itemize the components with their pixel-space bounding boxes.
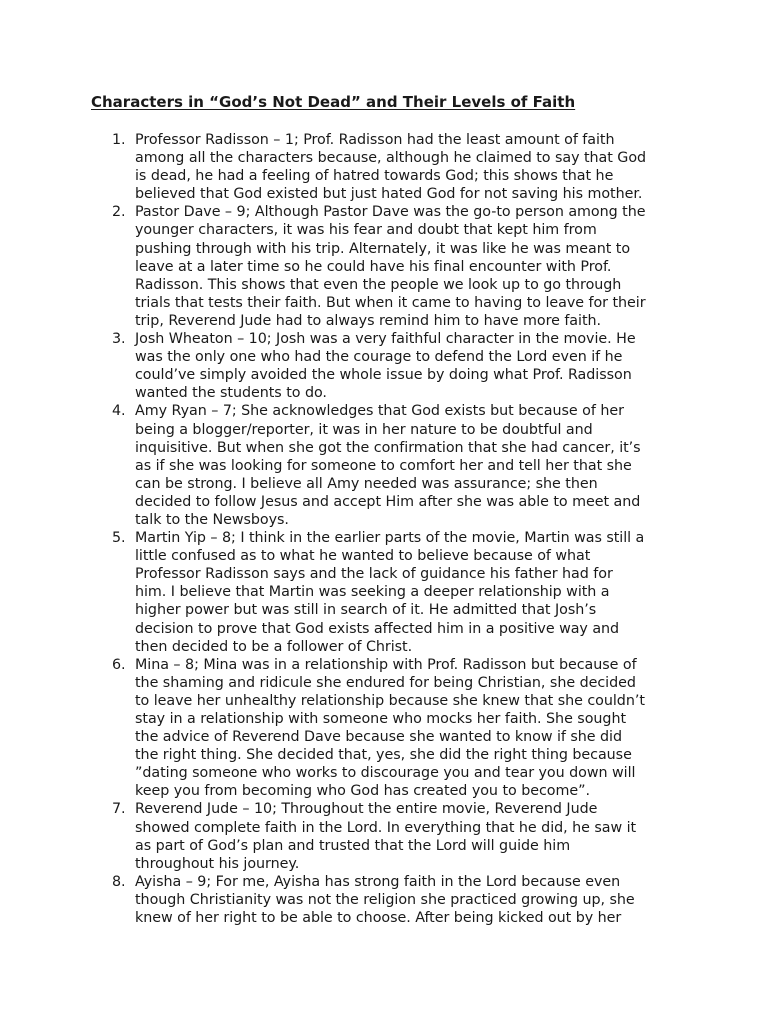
- list-item-text-line: to leave her unhealthy relationship because she knew that she couldn’t: [135, 692, 645, 709]
- list-item-text-line: as if she was looking for someone to comfort her and tell her that she: [135, 457, 632, 474]
- list-item-text-line: Ayisha – 9; For me, Ayisha has strong faith in the Lord because even: [135, 873, 621, 890]
- list-item-text-line: Radisson. This shows that even the people we look up to go through: [135, 276, 622, 293]
- list-item-text-line: talk to the Newsboys.: [135, 511, 289, 528]
- list-item-number: 1.: [112, 132, 126, 148]
- character-faith-list: [91, 131, 676, 927]
- list-item-text-line: pushing through with his trip. Alternately, it was like he was meant to: [135, 240, 631, 257]
- list-item-text-line: believed that God existed but just hated God for not saving his mother.: [135, 186, 643, 203]
- list-item-text-line: was the only one who had the courage to defend the Lord even if he: [135, 349, 623, 366]
- list-item-text-line: keep you from becoming who God has created you to become”.: [135, 783, 590, 800]
- list-item-text-line: Professor Radisson – 1; Prof. Radisson had the least amount of faith: [135, 132, 615, 148]
- list-item-text-line: ”dating someone who works to discourage you and tear you down will: [135, 765, 636, 782]
- list-item-text-line: the shaming and ridicule she endured for being Christian, she decided: [135, 674, 636, 691]
- list-item: [91, 800, 676, 872]
- list-item-text-line: trials that tests their faith. But when it came to having to leave for their: [135, 294, 646, 311]
- list-item-text-line: little confused as to what he wanted to believe because of what: [135, 548, 591, 565]
- list-item-text-line: inquisitive. But when she got the confirmation that she had cancer, it’s: [135, 439, 641, 456]
- list-item-text-line: Mina – 8; Mina was in a relationship with Prof. Radisson but because of: [135, 656, 637, 673]
- list-item-text-line: higher power but was still in search of it. He admitted that Josh’s: [135, 602, 597, 619]
- list-item: [91, 873, 676, 927]
- list-item-text-line: Pastor Dave – 9; Although Pastor Dave was the go-to person among the: [135, 204, 646, 221]
- list-item-text-line: wanted the students to do.: [135, 385, 327, 402]
- list-item-text-line: younger characters, it was his fear and doubt that kept him from: [135, 222, 597, 239]
- list-item-text-line: the right thing. She decided that, yes, she did the right thing because: [135, 747, 632, 764]
- list-item-number: 3.: [112, 331, 126, 348]
- list-item-text-line: Professor Radisson says and the lack of guidance his father had for: [135, 566, 613, 583]
- list-item-text-line: showed complete faith in the Lord. In everything that he did, he saw it: [135, 819, 637, 836]
- list-item: [91, 330, 676, 402]
- list-item-text-line: the advice of Reverend Dave because she wanted to know if she did: [135, 729, 622, 746]
- list-item-number: 4.: [112, 403, 126, 420]
- list-item-text-line: decision to prove that God exists affected him in a positive way and: [135, 620, 620, 637]
- list-item: [91, 529, 676, 656]
- list-item-number: 2.: [112, 204, 126, 221]
- document-title: Characters in “God’s Not Dead” and Their Levels of Faith: [91, 93, 576, 111]
- list-item-text-line: as part of God’s plan and trusted that the Lord will guide him: [135, 837, 571, 854]
- list-item-text-line: could’ve simply avoided the whole issue by doing what Prof. Radisson: [135, 367, 632, 384]
- list-item-text-line: Martin Yip – 8; I think in the earlier parts of the movie, Martin was still a: [135, 530, 645, 547]
- list-item-text-line: knew of her right to be able to choose. After being kicked out by her: [135, 910, 622, 927]
- list-item-text-line: being a blogger/reporter, it was in her nature to be doubtful and: [135, 421, 593, 438]
- list-item-text-line: him. I believe that Martin was seeking a deeper relationship with a: [135, 584, 610, 601]
- list-item-text-line: then decided to be a follower of Christ.: [135, 638, 413, 655]
- list-item: [91, 402, 676, 529]
- list-item: [91, 656, 676, 801]
- list-item-text-line: stay in a relationship with someone who mocks her faith. She sought: [135, 711, 627, 727]
- list-item-number: 8.: [112, 873, 126, 890]
- list-item-text-line: Josh Wheaton – 10; Josh was a very faithful character in the movie. He: [135, 331, 636, 348]
- list-item-text-line: trip, Reverend Jude had to always remind him to have more faith.: [135, 312, 602, 329]
- list-item: [91, 131, 676, 203]
- list-item-number: 5.: [112, 530, 126, 547]
- list-item-text-line: decided to follow Jesus and accept Him after she was able to meet and: [135, 493, 641, 510]
- list-item-text-line: Reverend Jude – 10; Throughout the entire movie, Reverend Jude: [135, 801, 598, 818]
- list-item-text-line: though Christianity was not the religion she practiced growing up, she: [135, 891, 635, 908]
- list-item-text-line: among all the characters because, although he claimed to say that God: [135, 150, 647, 167]
- list-item-text-line: is dead, he had a feeling of hatred towards God; this shows that he: [135, 168, 614, 185]
- list-item-text-line: Amy Ryan – 7; She acknowledges that God exists but because of her: [135, 403, 624, 420]
- list-item-text-line: throughout his journey.: [135, 855, 300, 872]
- list-item-number: 6.: [112, 656, 126, 673]
- list-item: [91, 203, 676, 330]
- list-item-text-line: leave at a later time so he could have his final encounter with Prof.: [135, 258, 612, 275]
- list-item-number: 7.: [112, 801, 126, 818]
- list-item-text-line: can be strong. I believe all Amy needed was assurance; she then: [135, 475, 598, 492]
